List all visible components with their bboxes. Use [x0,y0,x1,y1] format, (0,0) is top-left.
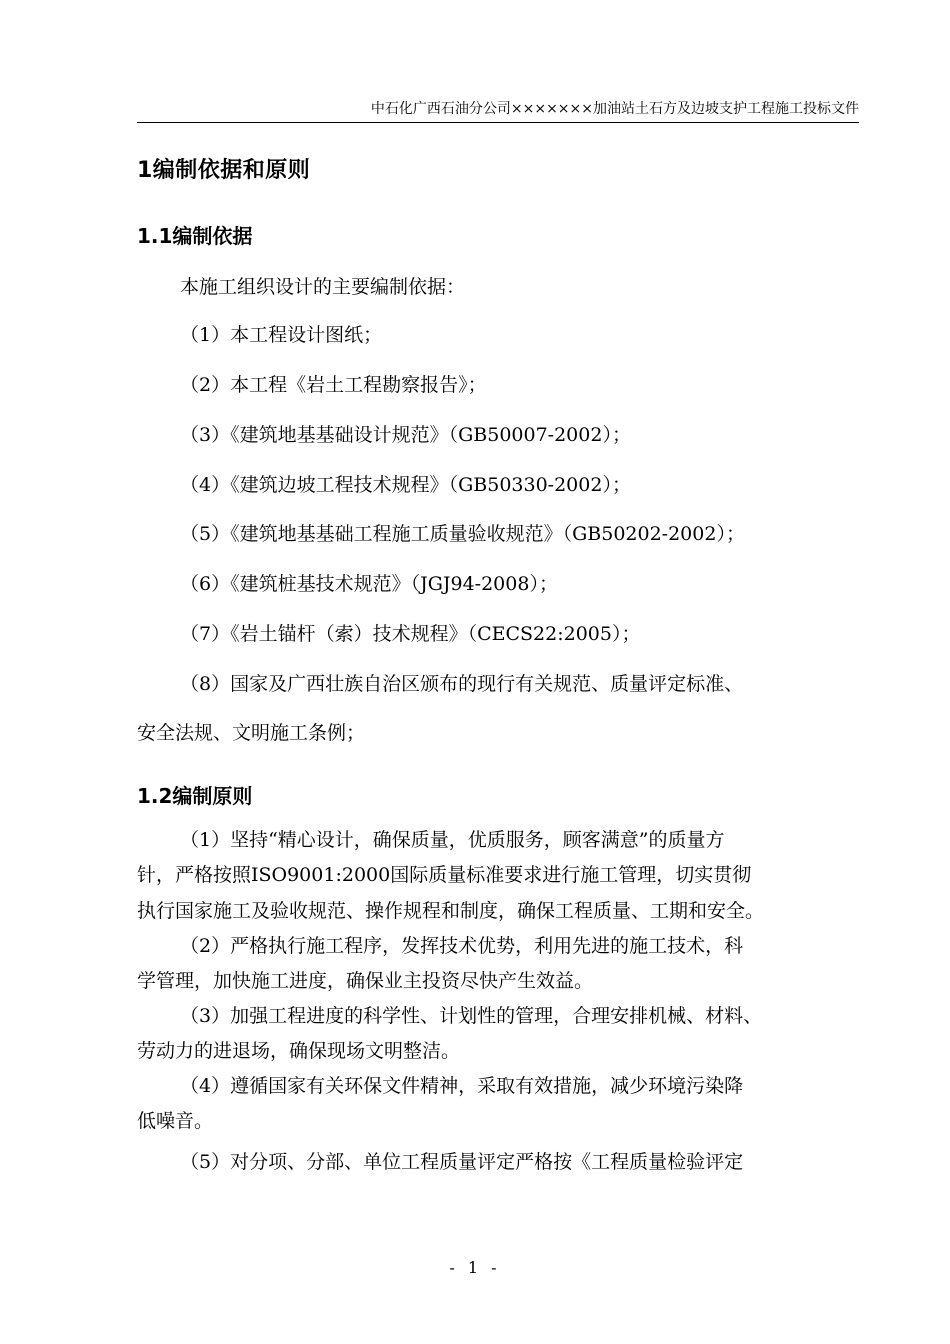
basis-item-4: （4）《建筑边坡工程技术规程》（GB50330-2002）； [180,474,631,496]
section-1-title: 1编制依据和原则 [137,158,311,183]
principle-4-line2: 低噪音。 [137,1110,214,1132]
principle-1-line1: （1）坚持“精心设计，确保质量，优质服务，顾客满意”的质量方 [180,829,725,851]
basis-item-8-line2: 安全法规、文明施工条例； [137,722,366,744]
basis-item-1: （1）本工程设计图纸； [180,324,383,346]
basis-intro: 本施工组织设计的主要编制依据： [180,276,466,298]
basis-item-3: （3）《建筑地基基础设计规范》（GB50007-2002）； [180,424,631,446]
basis-item-7: （7）《岩土锚杆（索）技术规程》（CECS22:2005）； [180,623,641,645]
page-number: - 1 - [449,1258,501,1277]
basis-item-2: （2）本工程《岩土工程勘察报告》； [180,374,487,396]
principle-3-line2: 劳动力的进退场，确保现场文明整洁。 [137,1040,461,1062]
basis-item-6: （6）《建筑桩基技术规范》（JGJ94-2008）； [180,573,558,595]
principle-3-line1: （3）加强工程进度的科学性、计划性的管理，合理安排机械、材料、 [180,1005,763,1027]
principle-1-line2: 针，严格按照ISO9001:2000国际质量标准要求进行施工管理，切实贯彻 [137,864,752,886]
section-1-1-title: 1.1编制依据 [137,224,253,248]
principle-2-line2: 学管理，加快施工进度，确保业主投资尽快产生效益。 [137,970,594,992]
page-header: 中石化广西石油分公司×××××××加油站土石方及边坡支护工程施工投标文件 [137,100,859,123]
basis-item-5: （5）《建筑地基基础工程施工质量验收规范》（GB50202-2002）； [180,523,745,545]
basis-item-8-line1: （8）国家及广西壮族自治区颁布的现行有关规范、质量评定标准、 [180,673,744,695]
section-1-2-title: 1.2编制原则 [137,784,253,808]
principle-2-line1: （2）严格执行施工程序，发挥技术优势，利用先进的施工技术，科 [180,935,744,957]
principle-4-line1: （4）遵循国家有关环保文件精神，采取有效措施，减少环境污染降 [180,1075,744,1097]
principle-1-line3: 执行国家施工及验收规范、操作规程和制度，确保工程质量、工期和安全。 [137,900,765,922]
principle-5-line1: （5）对分项、分部、单位工程质量评定严格按《工程质量检验评定 [180,1151,744,1173]
